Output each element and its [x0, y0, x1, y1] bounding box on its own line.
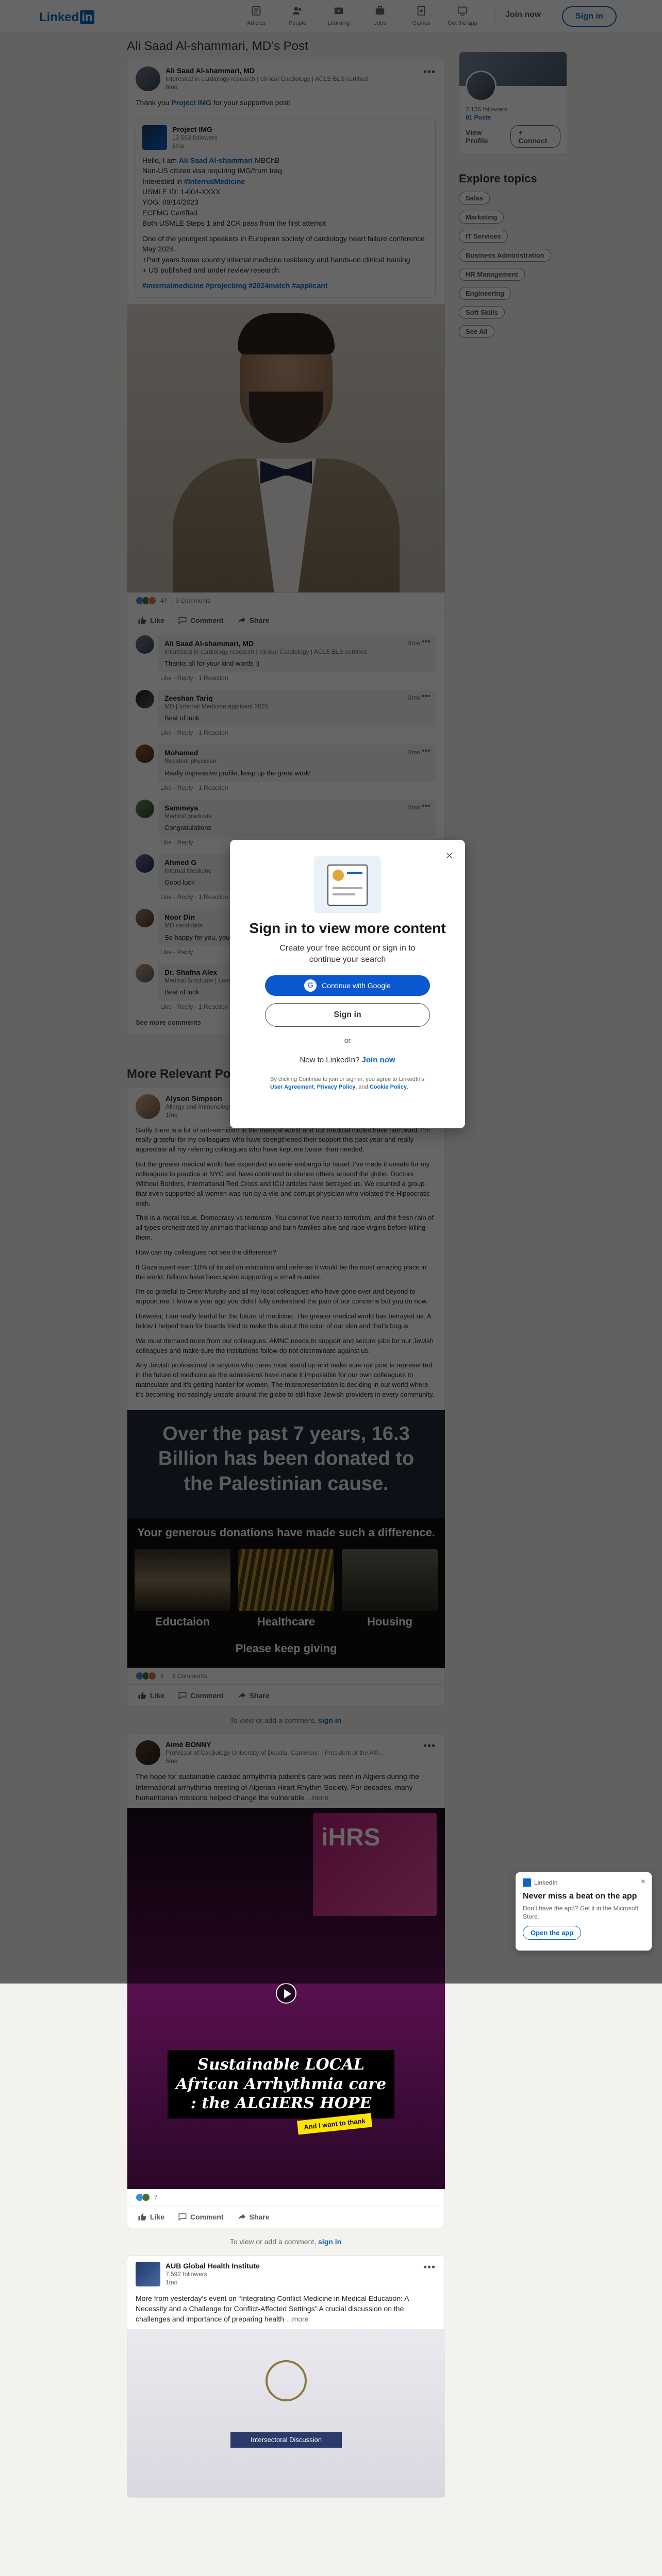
- modal-title: Sign in to view more content: [249, 920, 446, 936]
- see-more-link[interactable]: ...more: [286, 2315, 309, 2324]
- promo-brand: LinkedIn: [523, 1878, 644, 1887]
- close-icon[interactable]: ×: [640, 1877, 646, 1886]
- share-icon: [237, 2212, 246, 2222]
- modal-subtitle: Create your free account or sign in to continue your search: [279, 944, 416, 964]
- view-or-add-comment: To view or add a comment, sign in: [229, 2238, 342, 2246]
- promo-description: Don’t have the app? Get it in the Microsoft Store.: [523, 1905, 639, 1921]
- sign-in-link[interactable]: sign in: [318, 2238, 342, 2246]
- author-followers: 7,592 followers: [166, 2270, 207, 2278]
- comment-button[interactable]: Comment: [176, 2209, 226, 2225]
- comment-icon: [178, 2212, 187, 2222]
- sign-in-illustration: [314, 856, 381, 913]
- reactions-count[interactable]: 7: [154, 2194, 158, 2201]
- privacy-policy-link[interactable]: Privacy Policy: [317, 1084, 356, 1091]
- relevant-post: [127, 2255, 444, 2498]
- google-icon: G: [304, 979, 317, 992]
- post-image[interactable]: Intersectoral Discussion: [127, 2329, 445, 2497]
- join-now-link[interactable]: Join now: [361, 1055, 395, 1064]
- reactions-icons[interactable]: [136, 2193, 148, 2201]
- emblem-icon: [266, 2360, 307, 2401]
- continue-with-google-button[interactable]: G Continue with Google: [265, 975, 430, 996]
- post-video[interactable]: Sustainable LOCAL African Arrhythmia care : the ALGIERS HOPE And I want to thank: [127, 1808, 445, 2189]
- play-icon[interactable]: [276, 1983, 296, 2004]
- promo-title: Never miss a beat on the app: [523, 1892, 637, 1901]
- app-promo-card: [516, 1872, 652, 1951]
- modal-sign-in-button[interactable]: Sign in: [265, 1003, 430, 1027]
- author-name[interactable]: AUB Global Health Institute: [166, 2262, 260, 2270]
- new-to-linkedin: New to LinkedIn? Join now: [300, 1055, 395, 1064]
- post-text: More from yesterday’s event on “Integrating Conflict Medicine in Medical Education: A Necessity and a Challenge for Conflict-Affected Settings” A crucial discussion on the challenges and importance of preparing health ...more: [136, 2294, 409, 2324]
- linkedin-icon: [523, 1878, 531, 1887]
- open-app-button[interactable]: Open the app: [523, 1926, 581, 1940]
- close-icon[interactable]: ×: [446, 849, 453, 862]
- cookie-policy-link[interactable]: Cookie Policy: [369, 1084, 407, 1091]
- celebrate-reaction-icon: [142, 2193, 150, 2201]
- thumbs-up-icon: [138, 2212, 147, 2222]
- share-button[interactable]: Share: [235, 2209, 272, 2225]
- post-time: 1mo: [166, 2279, 178, 2286]
- avatar[interactable]: [136, 2262, 160, 2286]
- or-divider: or: [344, 1036, 351, 1044]
- user-agreement-link[interactable]: User Agreement: [270, 1084, 314, 1091]
- sign-in-modal: [230, 840, 465, 1128]
- like-button[interactable]: Like: [136, 2209, 167, 2225]
- legal-text: By clicking Continue to join or sign in, you agree to LinkedIn’s User Agreement, Privacy Policy, and Cookie Policy.: [270, 1076, 424, 1091]
- more-options-icon[interactable]: •••: [423, 2262, 436, 2274]
